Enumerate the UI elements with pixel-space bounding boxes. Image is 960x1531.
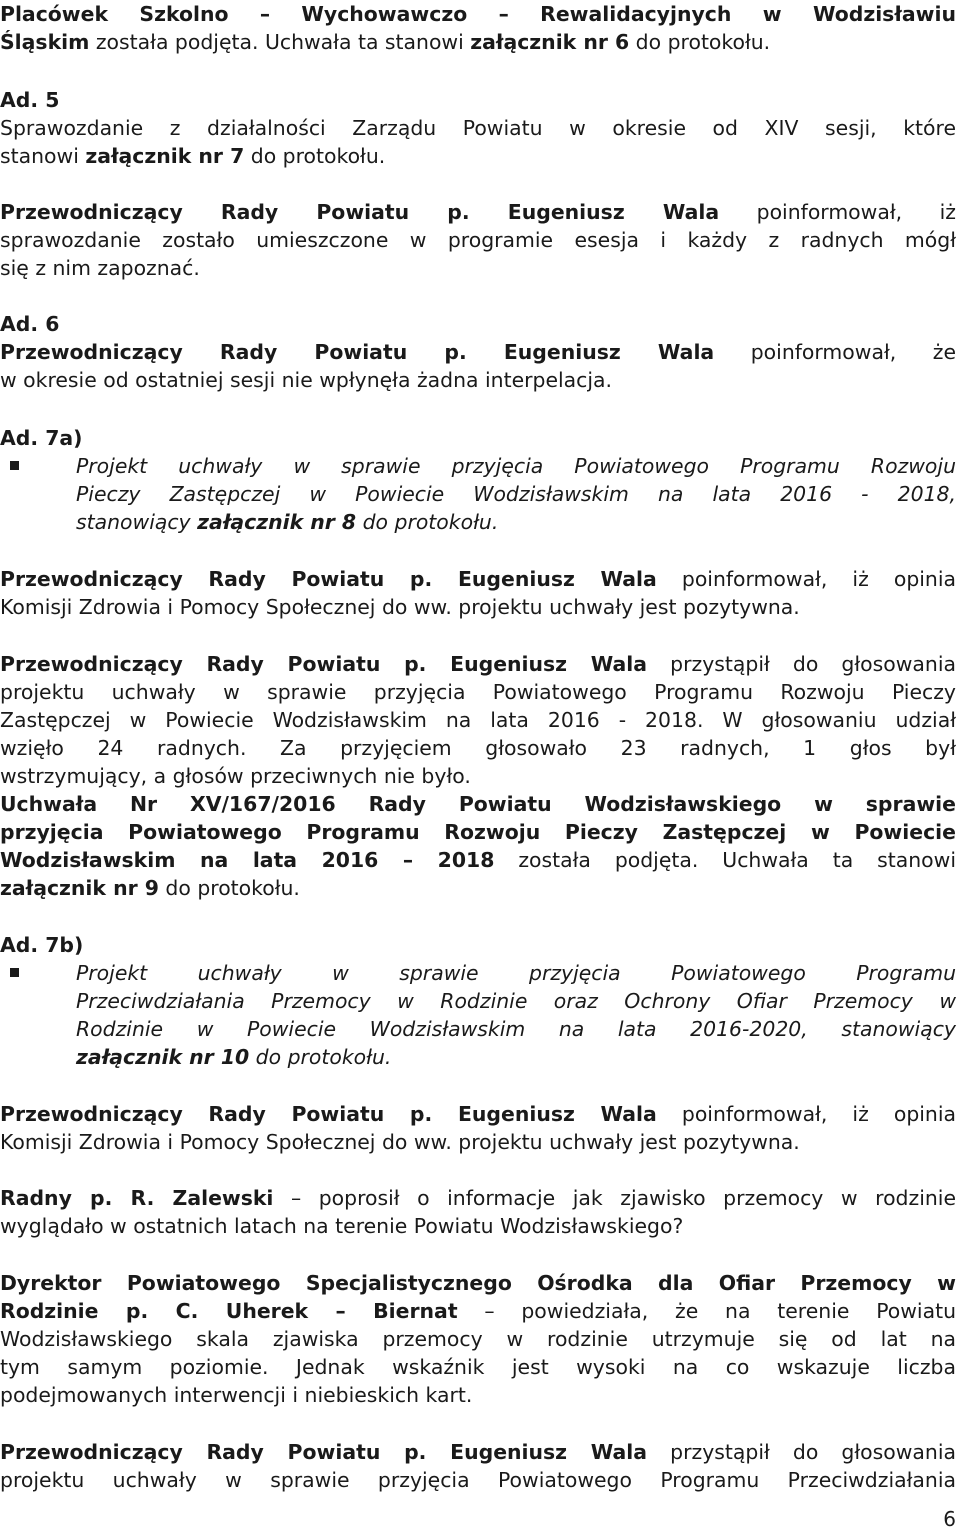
text-segment: poinformował, iż xyxy=(719,200,956,224)
bullet-text-line xyxy=(76,452,956,480)
text-line xyxy=(0,0,956,28)
text-line xyxy=(0,198,956,226)
text-segment: do protokołu. xyxy=(158,876,300,900)
text-line xyxy=(0,1381,956,1409)
text-segment: Dyrektor Powiatowego Specjalistycznego Ośrodka dla Ofiar Przemocy w xyxy=(0,1271,956,1295)
text-segment: przystąpił do głosowania xyxy=(647,652,956,676)
text-segment: została podjęta. Uchwała ta stanowi xyxy=(494,848,956,872)
text-segment: Uchwała Nr XV/167/2016 Rady Powiatu Wodzisławskiego w sprawie xyxy=(0,792,956,816)
text-segment: projektu uchwały w sprawie przyjęcia Powiatowego Programu Przeciwdziałania xyxy=(0,1468,956,1492)
text-segment: została podjęta. Uchwała ta stanowi xyxy=(89,30,471,54)
text-line xyxy=(0,366,956,394)
text-segment: Przewodniczący Rady Powiatu p. Eugeniusz Wala xyxy=(0,340,715,364)
text-segment: stanowi xyxy=(0,144,86,168)
text-line xyxy=(0,678,956,706)
text-segment: – poprosił o informacje jak zjawisko przemocy w rodzinie xyxy=(273,1186,957,1210)
text-segment: Projekt uchwały w sprawie przyjęcia Powiatowego Programu xyxy=(76,961,956,985)
text-segment: Rodzinie p. C. Uherek – Biernat xyxy=(0,1299,458,1323)
text-segment: Wodzisławskim na lata 2016 – 2018 xyxy=(0,848,495,872)
text-line xyxy=(0,1184,956,1212)
text-line xyxy=(0,1100,956,1128)
text-segment: sprawozdanie zostało umieszczone w programie esesja i każdy z radnych mógł xyxy=(0,228,956,252)
text-line xyxy=(0,114,956,142)
text-line xyxy=(0,650,956,678)
text-segment: załącznik nr 7 xyxy=(85,144,245,168)
text-segment: Komisji Zdrowia i Pomocy Społecznej do ww. projektu uchwały jest pozytywna. xyxy=(0,595,800,619)
text-line xyxy=(0,762,956,790)
text-segment: Przewodniczący Rady Powiatu p. Eugeniusz Wala xyxy=(0,652,648,676)
text-segment: tym samym poziomie. Jednak wskaźnik jest wysoki na co wskazuje liczba xyxy=(0,1355,956,1379)
text-line xyxy=(0,28,956,56)
resolution-title-line xyxy=(0,818,956,846)
text-segment: się z nim zapoznać. xyxy=(0,256,200,280)
text-segment: poinformował, iż opinia xyxy=(656,1102,957,1126)
text-line xyxy=(0,1269,956,1297)
text-line xyxy=(0,846,956,874)
text-segment: Ad. 7b) xyxy=(0,933,84,957)
text-segment: Projekt uchwały w sprawie przyjęcia Powiatowego Programu Rozwoju xyxy=(76,454,956,478)
text-line xyxy=(0,1353,956,1381)
text-line xyxy=(0,565,956,593)
text-segment: Ad. 6 xyxy=(0,312,60,336)
text-segment: załącznik nr 8 xyxy=(197,510,357,534)
text-segment: Pieczy Zastępczej w Powiecie Wodzisławskim na lata 2016 - 2018, xyxy=(76,482,956,506)
bullet-text-line xyxy=(76,1015,956,1043)
text-line xyxy=(0,1325,956,1353)
text-line xyxy=(0,1128,956,1156)
text-segment: wstrzymujący, a głosów przeciwnych nie było. xyxy=(0,764,471,788)
page-number: 6 xyxy=(943,1507,956,1531)
text-segment: załącznik nr 9 xyxy=(0,876,159,900)
text-segment: przyjęcia Powiatowego Programu Rozwoju Pieczy Zastępczej w Powiecie xyxy=(0,820,956,844)
text-segment: – powiedziała, że na terenie Powiatu xyxy=(457,1299,957,1323)
text-segment: załącznik nr 10 xyxy=(76,1045,250,1069)
text-line xyxy=(0,706,956,734)
text-segment: poinformował, iż opinia xyxy=(656,567,957,591)
text-segment: Zastępczej w Powiecie Wodzisławskim na lata 2016 - 2018. W głosowaniu udział xyxy=(0,708,956,732)
text-segment: załącznik nr 6 xyxy=(470,30,630,54)
bullet-text-line xyxy=(76,1043,956,1071)
text-line xyxy=(0,1466,956,1494)
text-line xyxy=(0,874,956,902)
bullet-text-line xyxy=(76,959,956,987)
square-bullet-icon xyxy=(10,461,19,470)
bullet-text-line xyxy=(76,508,956,536)
text-segment: Przeciwdziałania Przemocy w Rodzinie oraz Ochrony Ofiar Przemocy w xyxy=(76,989,956,1013)
section-heading xyxy=(0,424,956,452)
text-line xyxy=(0,734,956,762)
text-line xyxy=(0,338,956,366)
text-line xyxy=(0,226,956,254)
text-segment: Komisji Zdrowia i Pomocy Społecznej do ww. projektu uchwały jest pozytywna. xyxy=(0,1130,800,1154)
text-segment: stanowiący xyxy=(76,510,198,534)
bullet-text-line xyxy=(76,987,956,1015)
text-line xyxy=(0,593,956,621)
text-segment: Przewodniczący Rady Powiatu p. Eugeniusz Wala xyxy=(0,1440,648,1464)
bullet-text-line xyxy=(76,480,956,508)
section-heading xyxy=(0,310,956,338)
text-line xyxy=(0,1438,956,1466)
text-segment: Ad. 7a) xyxy=(0,426,83,450)
section-heading xyxy=(0,931,956,959)
text-segment: Przewodniczący Rady Powiatu p. Eugeniusz Wala xyxy=(0,567,657,591)
text-segment: projektu uchwały w sprawie przyjęcia Powiatowego Programu Rozwoju Pieczy xyxy=(0,680,956,704)
text-segment: Sprawozdanie z działalności Zarządu Powiatu w okresie od XIV sesji, które xyxy=(0,116,956,140)
text-segment: do protokołu. xyxy=(356,510,499,534)
text-line xyxy=(0,1297,956,1325)
text-segment: do protokołu. xyxy=(629,30,771,54)
text-segment: do protokołu. xyxy=(249,1045,392,1069)
text-segment: w okresie od ostatniej sesji nie wpłynęła żadna interpelacja. xyxy=(0,368,612,392)
text-segment: wzięło 24 radnych. Za przyjęciem głosowało 23 radnych, 1 głos był xyxy=(0,736,956,760)
text-segment: Przewodniczący Rady Powiatu p. Eugeniusz Wala xyxy=(0,200,720,224)
text-segment: Radny p. R. Zalewski xyxy=(0,1186,274,1210)
section-heading xyxy=(0,86,956,114)
text-line xyxy=(0,1212,956,1240)
text-line xyxy=(0,142,956,170)
text-segment: Śląskim xyxy=(0,30,90,54)
text-segment: Przewodniczący Rady Powiatu p. Eugeniusz Wala xyxy=(0,1102,657,1126)
text-line xyxy=(0,254,956,282)
square-bullet-icon xyxy=(10,968,19,977)
text-segment: Placówek Szkolno – Wychowawczo – Rewalidacyjnych w Wodzisławiu xyxy=(0,2,956,26)
text-segment: Ad. 5 xyxy=(0,88,60,112)
text-segment: Rodzinie w Powiecie Wodzisławskim na lata 2016-2020, stanowiący xyxy=(76,1017,956,1041)
text-segment: podejmowanych interwencji i niebieskich kart. xyxy=(0,1383,473,1407)
text-segment: Wodzisławskiego skala zjawiska przemocy w rodzinie utrzymuje się od lat na xyxy=(0,1327,956,1351)
resolution-title-line xyxy=(0,790,956,818)
text-segment: do protokołu. xyxy=(244,144,386,168)
text-segment: wyglądało w ostatnich latach na terenie Powiatu Wodzisławskiego? xyxy=(0,1214,684,1238)
text-segment: poinformował, że xyxy=(714,340,957,364)
text-segment: przystąpił do głosowania xyxy=(647,1440,956,1464)
